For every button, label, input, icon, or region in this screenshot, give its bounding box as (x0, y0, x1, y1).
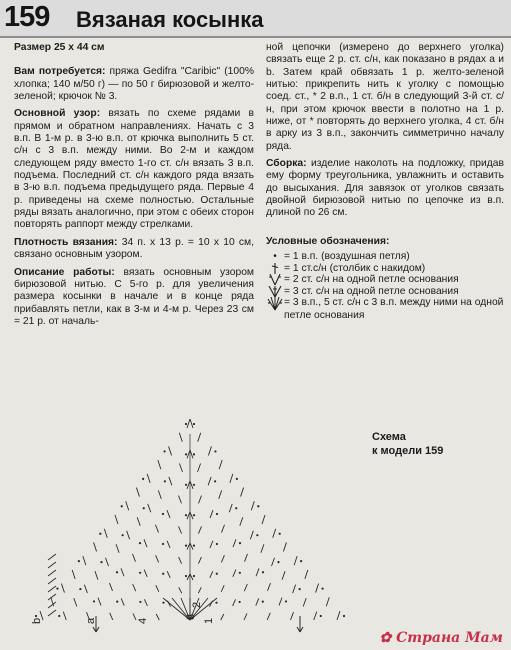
stitch-post (230, 474, 233, 483)
stitch-post (190, 481, 193, 489)
stitch-post (190, 419, 193, 428)
chain-dot (122, 534, 124, 536)
stitch-post (261, 544, 264, 552)
chain-dot (239, 542, 241, 544)
stitch-post (210, 510, 213, 518)
stitch-post (198, 526, 201, 533)
chain-dot (162, 543, 164, 545)
chain-dot (193, 514, 195, 516)
stitch-post (115, 515, 118, 524)
edge-stitch (48, 602, 56, 608)
crochet-chart (0, 400, 511, 650)
stitch-post (190, 574, 193, 580)
stitch-post (219, 490, 222, 498)
chain-dot (116, 571, 118, 573)
edge-stitch (48, 570, 56, 576)
chain-dot (78, 560, 80, 562)
edge-stitch (48, 594, 56, 600)
chain-dot (235, 507, 237, 509)
chain-dot (162, 602, 164, 604)
stitch-post (136, 488, 139, 497)
chain-dot (193, 545, 195, 547)
stitch-post (127, 531, 130, 539)
stitch-post (199, 496, 202, 504)
stitch-post (267, 613, 270, 620)
dot-icon: • (273, 251, 277, 263)
assembly-text: изделие наколоть на подложку, придав ему форму треугольника, увлажнить и оставить до высыхания. Для завязок от уголков связать двойной бирюзовой нитью по цепочке из в.п. длиной по 26 см. (266, 158, 504, 219)
chain-dot (299, 588, 301, 590)
chain-dot (100, 561, 102, 563)
stitch-post (74, 598, 77, 606)
stitch-post (144, 570, 147, 577)
stitch-post (179, 496, 182, 504)
chain-dot (185, 453, 187, 455)
stitch-post (233, 570, 236, 577)
stitch-post (156, 555, 159, 562)
stitch-post (156, 525, 159, 533)
edge-stitch (48, 586, 56, 592)
stitch-post (208, 477, 211, 485)
chain-dot (162, 573, 164, 575)
legend-item (266, 286, 504, 298)
chain-dot (216, 543, 218, 545)
chart-lines (35, 419, 345, 632)
stitch-post (229, 504, 232, 512)
stitch-post (83, 556, 86, 565)
chain-dot (262, 571, 264, 573)
density-text: 34 п. x 13 р. = 10 x 10 см, связано основным узором. (14, 236, 254, 261)
legend-item-text: = 3 в.п., 5 ст. с/н с 3 в.п. между ними на одной петле основания (284, 297, 504, 321)
materials-label: Вам потребуется: (14, 66, 106, 78)
legend-title: Условные обозначения: (266, 235, 390, 247)
stitch-post (179, 433, 182, 442)
stitch-post (245, 554, 248, 562)
stitch-post (337, 611, 340, 620)
stitch-post (240, 517, 243, 525)
chain-dot (193, 423, 195, 425)
stitch-post (121, 598, 124, 605)
chart-row-label: b (31, 617, 43, 624)
assembly-paragraph (266, 158, 504, 220)
stitch-post (208, 446, 211, 455)
chain-dot (321, 587, 323, 589)
chain-dot (300, 560, 302, 562)
stitch-post (314, 612, 317, 620)
chain-dot (79, 588, 81, 590)
chain-dot (139, 601, 141, 603)
stitch-post (104, 529, 107, 538)
stitch-post (190, 512, 193, 519)
chain-dot (56, 587, 58, 589)
stitch-post (210, 541, 213, 548)
stitch-post (219, 460, 222, 469)
stitch-post (303, 598, 306, 606)
stitch-post (156, 585, 159, 592)
chain-dot (139, 542, 141, 544)
chain-dot (121, 505, 123, 507)
chain-dot (236, 478, 238, 480)
stitch-post (244, 584, 247, 591)
chain-dot (256, 534, 258, 536)
stitch-post (273, 529, 276, 538)
stitch-post (256, 598, 259, 605)
description-paragraph (14, 267, 254, 329)
stitch-post (187, 450, 190, 458)
stitch-post (121, 568, 124, 576)
stitch-post (84, 585, 87, 593)
stitch-post (187, 574, 190, 580)
edge-stitch (48, 554, 56, 560)
stitch-post (187, 481, 190, 489)
stitch-post (233, 599, 236, 606)
stitch-post (148, 504, 151, 512)
stitch-post (293, 585, 296, 593)
chain-dot (185, 575, 187, 577)
stitch-post (251, 501, 254, 510)
stitch-post (221, 614, 224, 620)
legend-item-text: = 2 ст. с/н на одной петле основания (284, 274, 459, 286)
stitch-post (241, 488, 244, 497)
stitch-post (233, 539, 236, 547)
legend-item (266, 251, 504, 263)
page-header (0, 0, 511, 38)
chain-dot (257, 505, 259, 507)
stitch-post (221, 555, 224, 562)
stitch-post (210, 571, 213, 578)
chain-dot (285, 600, 287, 602)
description-text-start: вязать основным узором бирюзовой нитью. С 5-го р. для увеличения размера косынки в начале и в конце ряда прибавлять петли, как в 3-м и 4-м р. Через 23 см = 21 р. от началь- (14, 266, 254, 327)
chart-row-label: 4 (137, 617, 149, 624)
stitch-post (198, 587, 201, 593)
stitch-post (179, 557, 182, 564)
stitch-post (61, 584, 64, 593)
stitch-post (167, 510, 170, 518)
stitch-post (179, 463, 182, 471)
stitch-post (326, 597, 329, 606)
legend-item-text: = 1 в.п. (воздушная петля) (284, 251, 410, 263)
stitch-post (94, 542, 97, 551)
stitch-post (198, 433, 201, 442)
legend-item-text: = 1 ст.с/н (столбик с накидом) (284, 262, 426, 274)
chain-dot (139, 572, 141, 574)
watermark-logo-icon: ✿ (379, 630, 397, 646)
chain-dot (116, 601, 118, 603)
page-title: Вязаная косынка (76, 7, 264, 32)
stitch-post (169, 446, 172, 455)
stitch-post (147, 474, 150, 483)
chain-dot (185, 514, 187, 516)
stitch-post (179, 526, 182, 533)
legend (266, 251, 504, 321)
stitch-post (221, 585, 224, 592)
assembly-label: Сборка: (266, 158, 307, 170)
stitch-post (187, 512, 190, 519)
chain-dot (185, 484, 187, 486)
chain-dot (58, 615, 60, 617)
stitch-post (268, 583, 271, 591)
chart-row-label: 2 (191, 601, 203, 608)
stitch-post (137, 517, 140, 525)
stitch-post (72, 570, 75, 579)
stitch-post (244, 613, 247, 620)
chain-dot (239, 601, 241, 603)
main-pattern-label: Основной узор: (14, 108, 101, 120)
chain-dot (193, 484, 195, 486)
chain-dot (277, 561, 279, 563)
density-label: Плотность вязания: (14, 236, 118, 248)
chain-dot (214, 480, 216, 482)
chain-dot (35, 615, 37, 617)
stitch-post (222, 525, 225, 533)
left-column (14, 42, 254, 333)
stitch-post (282, 571, 285, 579)
main-pattern-text: вязать по схеме рядами в прямом и обратном направлениях. Начать с 3 в.п. В 1-м р. в 3-ю в.п. от крючка выполнить 5 ст. с/н с 3 в.п. между ними. Во 2-м и каждом следующем ряду вместо 1-го ст. с/н вязать 3 в.п. подъема. Последний ст. с/н каждого ряда вязать в 3-ю в.п. подъема предыдущего ряда. Первые 4 р. приведены на схеме полностью. Остальные ряды вязать аналогично, при этом с обеих сторон повторять раппорт между стрелками. (14, 108, 254, 231)
stitch-post (158, 490, 161, 498)
model-number: 159 (4, 1, 50, 33)
stitch-post (190, 450, 193, 458)
chain-dot (99, 533, 101, 535)
watermark-text: Страна Мам (396, 630, 503, 646)
stitch-post (133, 613, 136, 620)
main-pattern-paragraph (14, 108, 254, 231)
stitch-post (198, 463, 201, 471)
legend-item-text: = 3 ст. с/н на одной петле основания (284, 285, 459, 297)
stitch-post (133, 584, 136, 591)
stitch-post (179, 587, 182, 593)
legend-item (266, 274, 504, 286)
chain-dot (239, 572, 241, 574)
chart-row-label: 1 (203, 617, 215, 624)
chain-dot (193, 453, 195, 455)
stitch-post (95, 571, 98, 579)
stitch-post (190, 543, 193, 550)
chain-dot (279, 533, 281, 535)
materials-text: пряжа Gedifra "Caribic" (100% хлопка; 140 м/50 г) — по 50 г бирюзовой и желто-зеленой; крючок № 3. (14, 66, 254, 103)
chain-dot (215, 602, 217, 604)
edge-stitch (48, 610, 56, 616)
legend-item (266, 297, 504, 321)
stitch-post (106, 558, 109, 566)
stitch-post (316, 584, 319, 593)
chain-dot (216, 513, 218, 515)
stitch-post (110, 583, 113, 591)
stitch-post (256, 568, 259, 576)
stitch-post (158, 460, 161, 469)
stitch-post (187, 543, 190, 550)
stitch-post (279, 598, 282, 606)
stitch-post (283, 542, 286, 551)
chain-dot (343, 615, 345, 617)
edge-stitch (48, 578, 56, 584)
chart-row-label: 3 (185, 613, 197, 620)
chain-dot (185, 423, 187, 425)
chain-dot (193, 575, 195, 577)
chain-dot (93, 600, 95, 602)
chain-dot (163, 450, 165, 452)
stitch-post (167, 541, 170, 548)
description-continued: ной цепочки (измерено до верхнего уголка) связать еще 2 р. ст. с/н, как показано в рядах а и b. Затем край обвязать 1 р. желто-зеленой нитью: прикрепить нить к уголку с помощью соед. ст., * 2 в.п., 1 ст. б/н в следующий 3-й ст. с/н, при этом крючок ввести в полотно на 1 р. ниже, от * повторять до верхнего уголка, 4 ст. б/н в арку из 3 в.п., закончить симметрично началу ряда. (266, 42, 504, 152)
stitch-post (126, 501, 129, 510)
edge-stitch (48, 562, 56, 568)
chain-dot (214, 450, 216, 452)
stitch-post (116, 544, 119, 552)
right-column (266, 42, 504, 321)
stitch-post (272, 558, 275, 566)
materials-paragraph (14, 66, 254, 103)
stitch-post (63, 612, 66, 620)
density-paragraph (14, 237, 254, 262)
schema-caption-line1: Схема (372, 431, 406, 443)
legend-item (266, 263, 504, 275)
stitch-post (110, 613, 113, 620)
stitch-post (167, 571, 170, 578)
stitch-post (156, 614, 159, 620)
watermark (380, 630, 503, 646)
stitch-post (294, 556, 297, 565)
schema-caption-line2: к модели 159 (372, 444, 444, 457)
stitch-post (187, 419, 190, 428)
chain-dot (143, 507, 145, 509)
chain-dot (320, 615, 322, 617)
stitch-post (291, 612, 294, 620)
chain-dot (262, 601, 264, 603)
chain-dot (162, 513, 164, 515)
stitch-post (133, 554, 136, 562)
stitch-post (305, 570, 308, 579)
stitch-post (262, 515, 265, 524)
chain-dot (164, 480, 166, 482)
chain-dot (216, 573, 218, 575)
size-line: Размер 25 x 44 см (14, 42, 105, 53)
stitch-post (144, 599, 147, 606)
chain-dot (185, 545, 187, 547)
stitch-post (198, 557, 201, 564)
description-label: Описание работы: (14, 266, 115, 278)
stitch-post (144, 539, 147, 547)
chain-dot (142, 478, 144, 480)
chart-row-label: a (85, 617, 97, 624)
stitch-post (98, 598, 101, 606)
stitch-post (250, 531, 253, 539)
stitch-post (169, 477, 172, 485)
fan-stitch-icon (266, 297, 284, 314)
